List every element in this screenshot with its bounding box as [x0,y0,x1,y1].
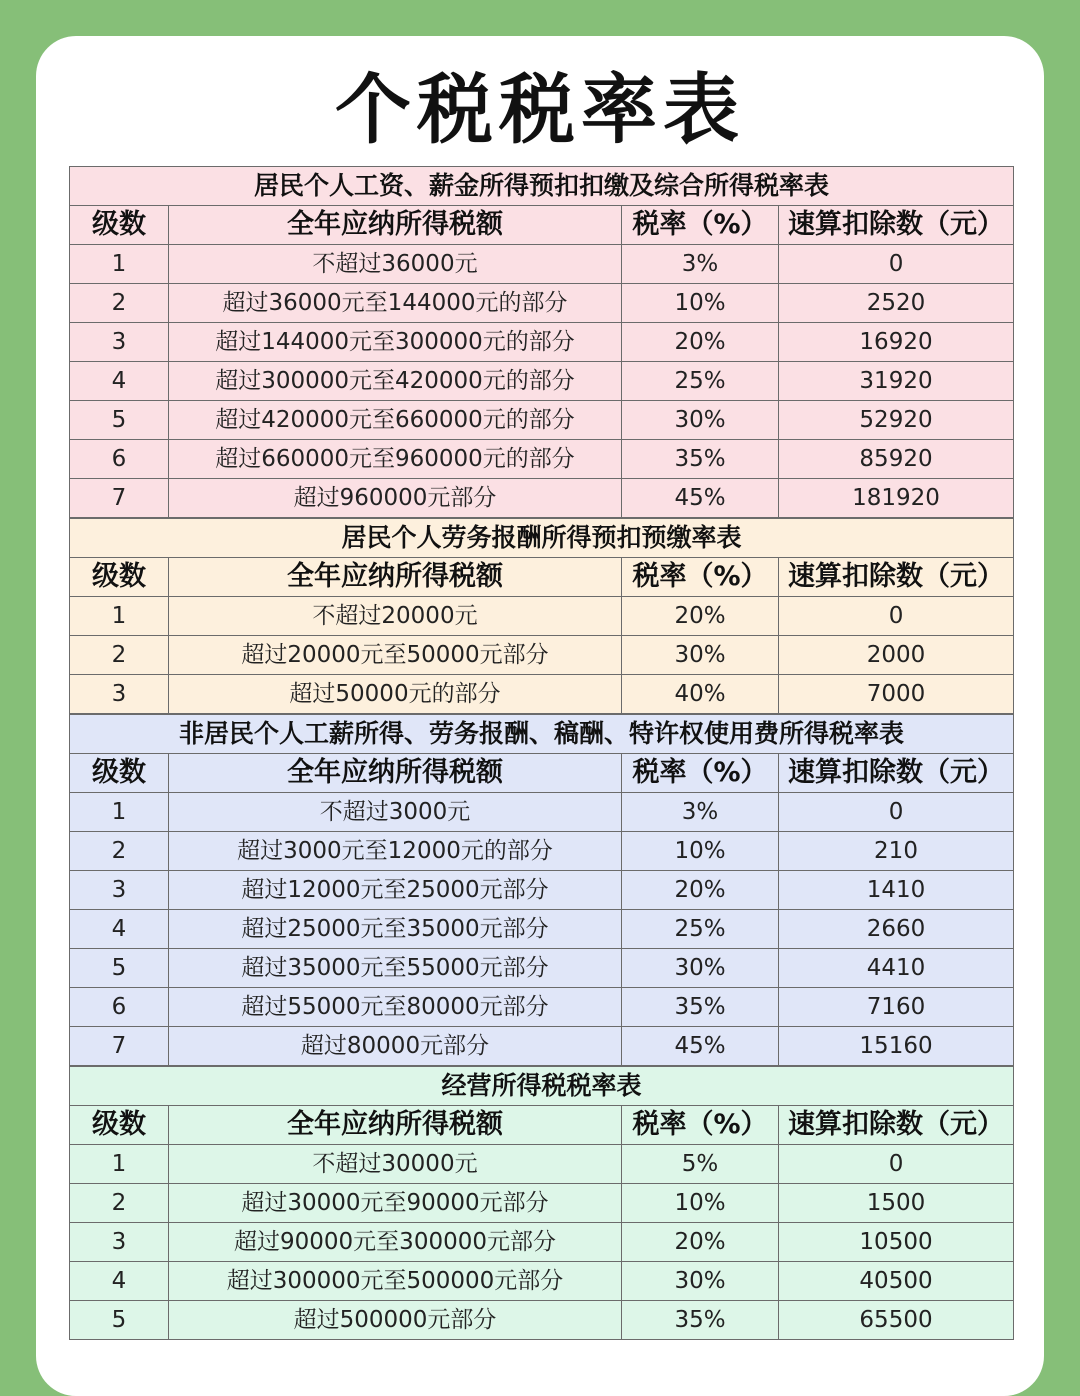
cell-quick-deduction: 2000 [779,636,1014,675]
cell-tax-rate: 45% [622,1027,779,1066]
cell-tax-rate: 20% [622,597,779,636]
header-level: 级数 [70,206,169,245]
table-row [70,440,1014,479]
cell-tax-rate: 10% [622,832,779,871]
cell-quick-deduction: 0 [779,793,1014,832]
cell-tax-rate: 20% [622,1223,779,1262]
cell-quick-deduction: 52920 [779,401,1014,440]
cell-taxable-income: 超过90000元至300000元部分 [169,1223,622,1262]
non-resident-tax-rate-table [69,714,1014,1066]
cell-quick-deduction: 0 [779,597,1014,636]
cell-taxable-income: 超过420000元至660000元的部分 [169,401,622,440]
table-header-row [70,754,1014,793]
table-row [70,1262,1014,1301]
table-caption: 居民个人劳务报酬所得预扣预缴率表 [70,519,1014,558]
cell-taxable-income: 超过80000元部分 [169,1027,622,1066]
header-tax-rate: 税率（%） [622,206,779,245]
cell-taxable-income: 超过960000元部分 [169,479,622,518]
cell-level: 1 [70,245,169,284]
cell-level: 7 [70,479,169,518]
cell-taxable-income: 超过55000元至80000元部分 [169,988,622,1027]
table-row [70,284,1014,323]
cell-level: 3 [70,323,169,362]
cell-level: 1 [70,1145,169,1184]
header-taxable-income: 全年应纳所得税额 [169,558,622,597]
cell-level: 2 [70,284,169,323]
header-tax-rate: 税率（%） [622,1106,779,1145]
cell-level: 7 [70,1027,169,1066]
table-row [70,949,1014,988]
cell-taxable-income: 超过50000元的部分 [169,675,622,714]
header-taxable-income: 全年应纳所得税额 [169,1106,622,1145]
cell-taxable-income: 不超过20000元 [169,597,622,636]
cell-quick-deduction: 65500 [779,1301,1014,1340]
cell-tax-rate: 10% [622,1184,779,1223]
cell-level: 4 [70,1262,169,1301]
header-tax-rate: 税率（%） [622,754,779,793]
header-taxable-income: 全年应纳所得税额 [169,206,622,245]
header-level: 级数 [70,1106,169,1145]
cell-level: 3 [70,871,169,910]
table-row [70,675,1014,714]
cell-taxable-income: 不超过30000元 [169,1145,622,1184]
cell-taxable-income: 超过300000元至420000元的部分 [169,362,622,401]
cell-tax-rate: 20% [622,323,779,362]
cell-level: 3 [70,1223,169,1262]
cell-quick-deduction: 7000 [779,675,1014,714]
cell-tax-rate: 40% [622,675,779,714]
cell-taxable-income: 超过30000元至90000元部分 [169,1184,622,1223]
table-row [70,1223,1014,1262]
table-row [70,832,1014,871]
table-caption: 非居民个人工薪所得、劳务报酬、稿酬、特许权使用费所得税率表 [70,715,1014,754]
cell-tax-rate: 35% [622,440,779,479]
cell-taxable-income: 超过144000元至300000元的部分 [169,323,622,362]
table-row [70,988,1014,1027]
table-row [70,871,1014,910]
cell-level: 2 [70,1184,169,1223]
cell-tax-rate: 35% [622,988,779,1027]
cell-taxable-income: 超过36000元至144000元的部分 [169,284,622,323]
cell-tax-rate: 45% [622,479,779,518]
table-row [70,1027,1014,1066]
business-income-tax-rate-table [69,1066,1014,1340]
table-row [70,1145,1014,1184]
cell-taxable-income: 超过12000元至25000元部分 [169,871,622,910]
cell-taxable-income: 超过25000元至35000元部分 [169,910,622,949]
table-caption-row [70,167,1014,206]
cell-taxable-income: 超过35000元至55000元部分 [169,949,622,988]
table-caption-row [70,715,1014,754]
cell-quick-deduction: 2660 [779,910,1014,949]
cell-level: 2 [70,636,169,675]
cell-level: 5 [70,949,169,988]
cell-quick-deduction: 210 [779,832,1014,871]
table-row [70,401,1014,440]
header-quick-deduction: 速算扣除数（元） [779,754,1014,793]
tax-rate-tables [69,166,1013,1340]
cell-tax-rate: 10% [622,284,779,323]
cell-tax-rate: 35% [622,1301,779,1340]
cell-quick-deduction: 15160 [779,1027,1014,1066]
table-row [70,1184,1014,1223]
salary-tax-rate-table [69,166,1014,518]
cell-quick-deduction: 31920 [779,362,1014,401]
table-header-row [70,206,1014,245]
table-row [70,636,1014,675]
cell-quick-deduction: 1500 [779,1184,1014,1223]
header-taxable-income: 全年应纳所得税额 [169,754,622,793]
cell-tax-rate: 30% [622,401,779,440]
cell-level: 4 [70,362,169,401]
cell-taxable-income: 超过3000元至12000元的部分 [169,832,622,871]
header-quick-deduction: 速算扣除数（元） [779,206,1014,245]
header-quick-deduction: 速算扣除数（元） [779,558,1014,597]
page-title: 个税税率表 [335,65,745,154]
table-row [70,479,1014,518]
table-row [70,597,1014,636]
cell-level: 5 [70,1301,169,1340]
table-row [70,910,1014,949]
cell-level: 4 [70,910,169,949]
cell-quick-deduction: 0 [779,245,1014,284]
cell-tax-rate: 30% [622,1262,779,1301]
cell-tax-rate: 3% [622,245,779,284]
table-row [70,323,1014,362]
cell-tax-rate: 25% [622,362,779,401]
cell-level: 1 [70,597,169,636]
cell-tax-rate: 5% [622,1145,779,1184]
header-level: 级数 [70,558,169,597]
cell-tax-rate: 20% [622,871,779,910]
header-quick-deduction: 速算扣除数（元） [779,1106,1014,1145]
cell-quick-deduction: 16920 [779,323,1014,362]
cell-tax-rate: 30% [622,636,779,675]
header-tax-rate: 税率（%） [622,558,779,597]
cell-quick-deduction: 181920 [779,479,1014,518]
cell-level: 2 [70,832,169,871]
table-row [70,1301,1014,1340]
cell-taxable-income: 超过500000元部分 [169,1301,622,1340]
table-header-row [70,1106,1014,1145]
cell-taxable-income: 超过20000元至50000元部分 [169,636,622,675]
table-caption-row [70,1067,1014,1106]
cell-taxable-income: 超过660000元至960000元的部分 [169,440,622,479]
cell-taxable-income: 不超过3000元 [169,793,622,832]
cell-quick-deduction: 10500 [779,1223,1014,1262]
table-row [70,245,1014,284]
header-level: 级数 [70,754,169,793]
cell-quick-deduction: 0 [779,1145,1014,1184]
cell-quick-deduction: 4410 [779,949,1014,988]
table-row [70,362,1014,401]
cell-quick-deduction: 40500 [779,1262,1014,1301]
table-caption: 居民个人工资、薪金所得预扣扣缴及综合所得税率表 [70,167,1014,206]
cell-taxable-income: 不超过36000元 [169,245,622,284]
cell-quick-deduction: 7160 [779,988,1014,1027]
cell-level: 1 [70,793,169,832]
table-caption: 经营所得税税率表 [70,1067,1014,1106]
cell-tax-rate: 3% [622,793,779,832]
cell-level: 3 [70,675,169,714]
cell-quick-deduction: 85920 [779,440,1014,479]
table-caption-row [70,519,1014,558]
table-header-row [70,558,1014,597]
cell-quick-deduction: 1410 [779,871,1014,910]
cell-taxable-income: 超过300000元至500000元部分 [169,1262,622,1301]
labor-remuneration-rate-table [69,518,1014,714]
cell-quick-deduction: 2520 [779,284,1014,323]
cell-level: 6 [70,440,169,479]
table-row [70,793,1014,832]
cell-tax-rate: 30% [622,949,779,988]
cell-level: 5 [70,401,169,440]
cell-tax-rate: 25% [622,910,779,949]
cell-level: 6 [70,988,169,1027]
